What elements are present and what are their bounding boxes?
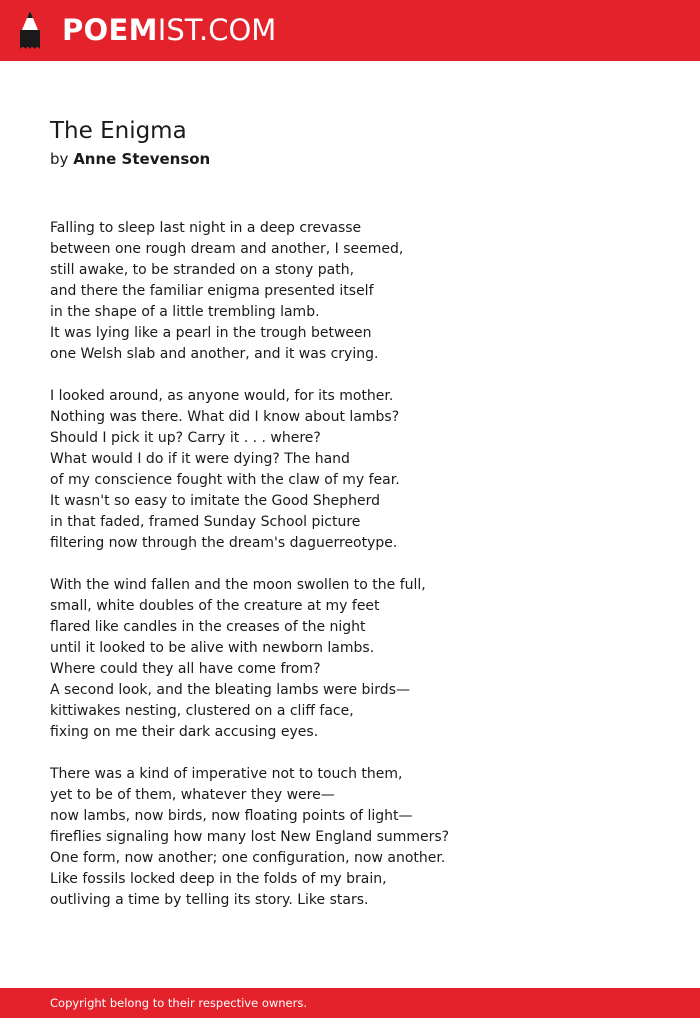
poem-line: Should I pick it up? Carry it . . . where? <box>50 430 321 446</box>
poem-line: Falling to sleep last night in a deep crevasse <box>50 220 362 236</box>
poem-title: The Enigma <box>50 118 187 144</box>
poem-line: of my conscience fought with the claw of my fear. <box>50 472 400 488</box>
poem-line: fireflies signaling how many lost New England summers? <box>50 829 450 845</box>
site-footer <box>0 988 700 1018</box>
poem-line: still awake, to be stranded on a stony path, <box>50 262 355 278</box>
brand-logo[interactable] <box>62 11 276 49</box>
poem-line: flared like candles in the creases of the night <box>50 619 366 635</box>
poem-line: and there the familiar enigma presented itself <box>50 283 374 299</box>
poem-line: filtering now through the dream's daguerreotype. <box>50 535 398 551</box>
poem-line: until it looked to be alive with newborn lambs. <box>50 640 375 656</box>
poem-line: kittiwakes nesting, clustered on a cliff face, <box>50 703 354 719</box>
poem-line: one Welsh slab and another, and it was crying. <box>50 346 379 362</box>
poem-line: now lambs, now birds, now floating points of light— <box>50 808 413 824</box>
poem-line: in the shape of a little trembling lamb. <box>50 304 320 320</box>
poem-stanza <box>50 764 670 911</box>
poem-line: between one rough dream and another, I seemed, <box>50 241 404 257</box>
poem-byline <box>50 148 210 170</box>
poem-line: Where could they all have come from? <box>50 661 321 677</box>
copyright-notice: Copyright belong to their respective owners. <box>50 996 308 1010</box>
poem-line: in that faded, framed Sunday School picture <box>50 514 361 530</box>
poem-line: A second look, and the bleating lambs were birds— <box>50 682 410 698</box>
poem-stanza <box>50 575 670 743</box>
poem-line: It wasn't so easy to imitate the Good Shepherd <box>50 493 381 509</box>
brand-light: IST.COM <box>157 13 277 47</box>
brand-bold: POEM <box>62 13 158 47</box>
poem-line: There was a kind of imperative not to touch them, <box>50 766 403 782</box>
site-header <box>0 0 700 61</box>
poem-line: small, white doubles of the creature at my feet <box>50 598 380 614</box>
poem-line: outliving a time by telling its story. Like stars. <box>50 892 369 908</box>
poem-body <box>50 218 670 932</box>
pencil-icon[interactable] <box>18 10 42 52</box>
poem-line: Nothing was there. What did I know about lambs? <box>50 409 400 425</box>
poem-stanza <box>50 386 670 554</box>
poem-line: yet to be of them, whatever they were— <box>50 787 335 803</box>
by-label: by <box>50 150 69 168</box>
poem-line: What would I do if it were dying? The hand <box>50 451 350 467</box>
author-name: Anne Stevenson <box>73 150 211 168</box>
poem-line: I looked around, as anyone would, for its mother. <box>50 388 394 404</box>
poem-line: fixing on me their dark accusing eyes. <box>50 724 319 740</box>
poem-line: One form, now another; one configuration, now another. <box>50 850 446 866</box>
poem-line: Like fossils locked deep in the folds of my brain, <box>50 871 387 887</box>
poem-stanza <box>50 218 670 365</box>
poem-line: With the wind fallen and the moon swollen to the full, <box>50 577 426 593</box>
poem-line: It was lying like a pearl in the trough between <box>50 325 372 341</box>
